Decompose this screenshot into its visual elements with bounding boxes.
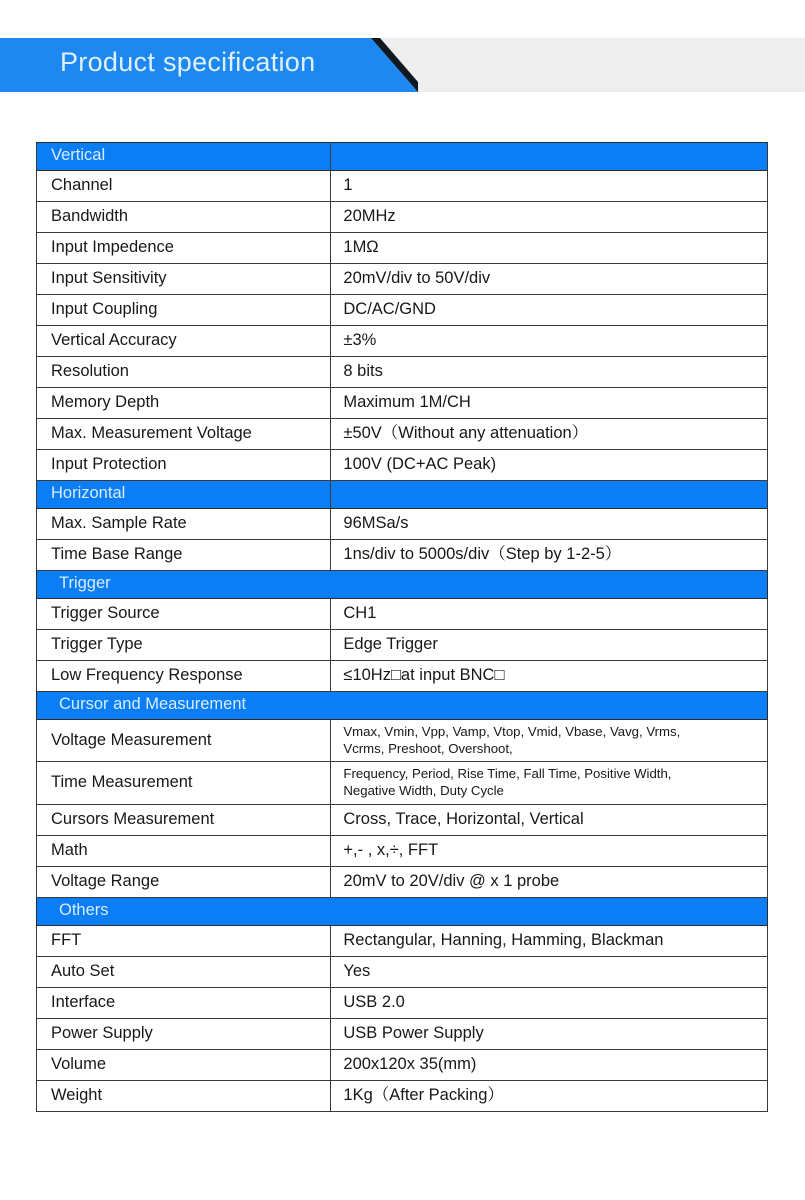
spec-label-cell xyxy=(37,956,331,987)
spec-label-cell xyxy=(37,835,331,866)
spec-value: 1 xyxy=(343,176,353,195)
spec-value: 200x120x 35(mm) xyxy=(343,1054,477,1073)
spec-label: Math xyxy=(51,840,88,859)
table-row xyxy=(37,1080,768,1111)
table-row xyxy=(37,866,768,897)
spec-value: ±50V（Without any attenuation） xyxy=(343,424,589,443)
spec-value-cell xyxy=(331,866,768,897)
spec-label-cell xyxy=(37,720,331,762)
section-title: Others xyxy=(59,900,109,919)
spec-label-cell xyxy=(37,1049,331,1080)
spec-value-line: Vcrms, Preshoot, Overshoot, xyxy=(343,740,513,756)
spec-label-cell xyxy=(37,509,331,540)
spec-label-cell xyxy=(37,925,331,956)
table-row xyxy=(37,1018,768,1049)
spec-value-cell xyxy=(331,925,768,956)
table-row xyxy=(37,956,768,987)
table-row xyxy=(37,264,768,295)
spec-value: DC/AC/GND xyxy=(343,300,436,319)
spec-label-cell xyxy=(37,987,331,1018)
table-row xyxy=(37,762,768,804)
spec-label: Trigger Type xyxy=(51,635,143,654)
spec-value: 96MSa/s xyxy=(343,514,409,533)
spec-label: Input Coupling xyxy=(51,300,158,319)
spec-label-cell xyxy=(37,202,331,233)
spec-label-cell xyxy=(37,357,331,388)
spec-label-cell xyxy=(37,450,331,481)
spec-label-cell xyxy=(37,233,331,264)
table-row xyxy=(37,599,768,630)
spec-label: Auto Set xyxy=(51,961,115,980)
spec-label-cell xyxy=(37,762,331,804)
spec-label-cell xyxy=(37,1018,331,1049)
spec-value-cell xyxy=(331,762,768,804)
spec-label-cell xyxy=(37,326,331,357)
spec-value: 100V (DC+AC Peak) xyxy=(343,455,497,474)
spec-label-cell xyxy=(37,866,331,897)
spec-label: Power Supply xyxy=(51,1023,153,1042)
spec-value-cell xyxy=(331,388,768,419)
spec-value: CH1 xyxy=(343,604,377,623)
spec-label: Low Frequency Response xyxy=(51,666,243,685)
table-row xyxy=(37,630,768,661)
spec-value xyxy=(331,720,767,761)
table-row xyxy=(37,357,768,388)
section-title: Horizontal xyxy=(51,484,126,503)
spec-value-cell xyxy=(331,202,768,233)
spec-value: Cross, Trace, Horizontal, Vertical xyxy=(343,809,584,828)
section-title: Cursor and Measurement xyxy=(59,695,247,714)
spec-value: Maximum 1M/CH xyxy=(343,393,471,412)
spec-value: USB 2.0 xyxy=(343,992,405,1011)
spec-value-cell xyxy=(331,450,768,481)
spec-value-cell xyxy=(331,171,768,202)
spec-label: Interface xyxy=(51,992,116,1011)
spec-label-cell xyxy=(37,540,331,571)
spec-label: Input Sensitivity xyxy=(51,269,167,288)
spec-value-line: Negative Width, Duty Cycle xyxy=(343,782,504,798)
spec-label: Max. Measurement Voltage xyxy=(51,424,252,443)
spec-value-cell xyxy=(331,509,768,540)
spec-value: +,- , x,÷, FFT xyxy=(343,840,439,859)
section-header-row xyxy=(37,897,768,925)
spec-label: Resolution xyxy=(51,362,129,381)
section-header-row xyxy=(37,692,768,720)
spec-label-cell xyxy=(37,419,331,450)
spec-value: 1MΩ xyxy=(343,238,379,257)
spec-label: FFT xyxy=(51,930,82,949)
spec-label-cell xyxy=(37,264,331,295)
table-row xyxy=(37,720,768,762)
spec-label-cell xyxy=(37,388,331,419)
spec-label-cell xyxy=(37,599,331,630)
spec-value: 20MHz xyxy=(343,207,396,226)
section-title: Vertical xyxy=(51,146,106,165)
spec-label: Vertical Accuracy xyxy=(51,331,177,350)
section-header-filler-cell xyxy=(331,481,768,509)
spec-label: Max. Sample Rate xyxy=(51,514,187,533)
spec-label: Weight xyxy=(51,1085,103,1104)
spec-value: 8 bits xyxy=(343,362,383,381)
spec-value: ±3% xyxy=(343,331,377,350)
spec-value-cell xyxy=(331,956,768,987)
spec-label: Memory Depth xyxy=(51,393,160,412)
table-row xyxy=(37,835,768,866)
spec-label: Trigger Source xyxy=(51,604,160,623)
spec-value: Yes xyxy=(343,961,371,980)
section-header-row xyxy=(37,481,768,509)
spec-label: Cursors Measurement xyxy=(51,809,215,828)
specification-table-body xyxy=(37,143,768,1112)
spec-value-cell xyxy=(331,804,768,835)
spec-label: Bandwidth xyxy=(51,207,129,226)
table-row xyxy=(37,171,768,202)
spec-value-cell xyxy=(331,987,768,1018)
spec-value-cell xyxy=(331,326,768,357)
spec-value: USB Power Supply xyxy=(343,1023,484,1042)
table-row xyxy=(37,295,768,326)
spec-value-cell xyxy=(331,661,768,692)
spec-value-cell xyxy=(331,835,768,866)
spec-label-cell xyxy=(37,1080,331,1111)
spec-label: Voltage Range xyxy=(51,871,160,890)
table-row xyxy=(37,987,768,1018)
spec-value: Edge Trigger xyxy=(343,635,438,654)
table-row xyxy=(37,1049,768,1080)
table-row xyxy=(37,419,768,450)
spec-value-cell xyxy=(331,357,768,388)
table-row xyxy=(37,450,768,481)
spec-label: Volume xyxy=(51,1054,107,1073)
spec-value-cell xyxy=(331,233,768,264)
spec-value-cell xyxy=(331,1080,768,1111)
spec-value: 20mV to 20V/div @ x 1 probe xyxy=(343,871,560,890)
spec-label-cell xyxy=(37,804,331,835)
spec-label-cell xyxy=(37,295,331,326)
spec-value-cell xyxy=(331,264,768,295)
spec-label-cell xyxy=(37,661,331,692)
section-header-cell xyxy=(37,897,768,925)
specification-table xyxy=(36,142,768,1112)
spec-value: Rectangular, Hanning, Hamming, Blackman xyxy=(343,930,664,949)
spec-value-cell xyxy=(331,295,768,326)
table-row xyxy=(37,661,768,692)
table-row xyxy=(37,509,768,540)
spec-value-cell xyxy=(331,1018,768,1049)
spec-value xyxy=(331,762,767,803)
spec-value-line: Frequency, Period, Rise Time, Fall Time, Positive Width, xyxy=(343,766,672,782)
table-row xyxy=(37,233,768,264)
spec-value-cell xyxy=(331,599,768,630)
table-row xyxy=(37,925,768,956)
spec-label: Time Measurement xyxy=(51,773,193,792)
spec-value: 20mV/div to 50V/div xyxy=(343,269,491,288)
spec-label-cell xyxy=(37,630,331,661)
spec-value: ≤10Hz□at input BNC□ xyxy=(343,666,505,685)
spec-value: 1ns/div to 5000s/div（Step by 1-2-5） xyxy=(343,545,622,564)
table-row xyxy=(37,202,768,233)
spec-label-cell xyxy=(37,171,331,202)
section-header-cell xyxy=(37,143,331,171)
section-header-cell xyxy=(37,571,768,599)
section-header-cell xyxy=(37,481,331,509)
spec-value-cell xyxy=(331,630,768,661)
table-row xyxy=(37,540,768,571)
section-title: Trigger xyxy=(59,574,111,593)
table-row xyxy=(37,388,768,419)
table-row xyxy=(37,326,768,357)
spec-value-cell xyxy=(331,720,768,762)
section-header-filler-cell xyxy=(331,143,768,171)
spec-value-cell xyxy=(331,419,768,450)
spec-label: Time Base Range xyxy=(51,545,183,564)
spec-value-cell xyxy=(331,1049,768,1080)
spec-label: Input Impedence xyxy=(51,238,174,257)
table-row xyxy=(37,804,768,835)
spec-label: Channel xyxy=(51,176,113,195)
page-title: Product specification xyxy=(60,47,316,77)
spec-value: 1Kg（After Packing） xyxy=(343,1085,504,1104)
spec-value-cell xyxy=(331,540,768,571)
spec-value-line: Vmax, Vmin, Vpp, Vamp, Vtop, Vmid, Vbase, Vavg, Vrms, xyxy=(343,724,681,739)
section-header-row xyxy=(37,143,768,171)
section-header-cell xyxy=(37,692,768,720)
spec-label: Voltage Measurement xyxy=(51,731,212,750)
spec-label: Input Protection xyxy=(51,455,167,474)
section-header-row xyxy=(37,571,768,599)
